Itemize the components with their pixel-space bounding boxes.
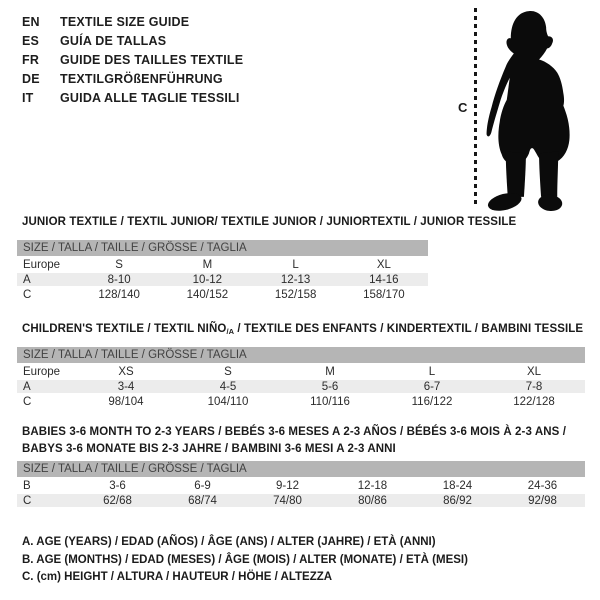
row-label: C bbox=[17, 492, 75, 507]
table-cell: 10-12 bbox=[163, 271, 251, 286]
title-subscript: /A bbox=[226, 327, 235, 336]
children-size-table bbox=[17, 347, 585, 408]
footnote-age-years: A. AGE (YEARS) / EDAD (AÑOS) / ÂGE (ANS) / ALTER (JAHRE) / ETÀ (ANNI) bbox=[22, 536, 436, 548]
footnotes bbox=[22, 534, 468, 587]
children-table-title bbox=[22, 323, 583, 336]
table-cell: M bbox=[163, 256, 251, 271]
table-cell: 62/68 bbox=[75, 492, 160, 507]
row-label: Europe bbox=[17, 256, 75, 271]
row-label: C bbox=[17, 393, 75, 408]
language-row-es bbox=[22, 32, 243, 51]
row-label: Europe bbox=[17, 363, 75, 378]
table-cell: 6-7 bbox=[381, 378, 483, 393]
table-row-age bbox=[17, 378, 585, 393]
table-cell: 4-5 bbox=[177, 378, 279, 393]
language-code: IT bbox=[22, 91, 34, 105]
language-title: GUÍA DE TALLAS bbox=[60, 34, 167, 48]
junior-table-title: JUNIOR TEXTILE / TEXTIL JUNIOR/ TEXTILE JUNIOR / JUNIORTEXTIL / JUNIOR TESSILE bbox=[22, 216, 517, 228]
table-cell: 92/98 bbox=[500, 492, 585, 507]
table-row-height bbox=[17, 492, 585, 507]
table-cell: 110/116 bbox=[279, 393, 381, 408]
size-header-row bbox=[17, 347, 585, 363]
table-cell: XL bbox=[340, 256, 428, 271]
table-cell: 98/104 bbox=[75, 393, 177, 408]
footnote-age-months: B. AGE (MONTHS) / EDAD (MESES) / ÂGE (MOIS) / ALTER (MONATE) / ETÀ (MESI) bbox=[22, 553, 468, 566]
baby-silhouette-icon bbox=[482, 4, 584, 214]
table-cell: 3-4 bbox=[75, 378, 177, 393]
size-header: SIZE / TALLA / TAILLE / GRÖSSE / TAGLIA bbox=[17, 461, 585, 477]
table-cell: 152/158 bbox=[252, 286, 340, 301]
language-title: TEXTILGRÖßENFÜHRUNG bbox=[60, 72, 223, 86]
babies-size-table bbox=[17, 461, 585, 507]
language-title: GUIDA ALLE TAGLIE TESSILI bbox=[60, 91, 240, 105]
language-title: GUIDE DES TAILLES TEXTILE bbox=[60, 53, 244, 67]
table-cell: 9-12 bbox=[245, 477, 330, 492]
table-cell: 14-16 bbox=[340, 271, 428, 286]
table-row-europe bbox=[17, 256, 428, 271]
table-row-height bbox=[17, 393, 585, 408]
table-cell: 6-9 bbox=[160, 477, 245, 492]
height-measure-label: C bbox=[458, 100, 468, 115]
babies-table-title bbox=[22, 424, 566, 458]
table-cell: 122/128 bbox=[483, 393, 585, 408]
footnote-height: C. (cm) HEIGHT / ALTURA / HAUTEUR / HÖHE / ALTEZZA bbox=[22, 571, 333, 583]
height-figure bbox=[450, 4, 590, 216]
table-row-europe bbox=[17, 363, 585, 378]
table-cell: 3-6 bbox=[75, 477, 160, 492]
language-code: DE bbox=[22, 72, 40, 86]
row-label: A bbox=[17, 271, 75, 286]
table-cell: 80/86 bbox=[330, 492, 415, 507]
language-code: EN bbox=[22, 15, 40, 29]
language-row-fr bbox=[22, 51, 243, 70]
table-cell: 158/170 bbox=[340, 286, 428, 301]
table-cell: XL bbox=[483, 363, 585, 378]
row-label: B bbox=[17, 477, 75, 492]
language-code: FR bbox=[22, 53, 40, 67]
size-header-row bbox=[17, 461, 585, 477]
table-cell: 18-24 bbox=[415, 477, 500, 492]
language-list bbox=[22, 13, 243, 108]
babies-title-line2: BABYS 3-6 MONATE BIS 2-3 JAHRE / BAMBINI 3-6 MESI A 2-3 ANNI bbox=[22, 443, 396, 455]
babies-title-line1: BABIES 3-6 MONTH TO 2-3 YEARS / BEBÉS 3-6 MESES A 2-3 AÑOS / BÉBÉS 3-6 MOIS À 2-3 ANS / bbox=[22, 426, 566, 438]
table-cell: M bbox=[279, 363, 381, 378]
table-cell: 12-13 bbox=[252, 271, 340, 286]
table-cell: S bbox=[75, 256, 163, 271]
table-cell: XS bbox=[75, 363, 177, 378]
table-row-age bbox=[17, 271, 428, 286]
table-cell: 68/74 bbox=[160, 492, 245, 507]
table-row-age-months bbox=[17, 477, 585, 492]
height-measure-line bbox=[474, 8, 477, 207]
language-row-it bbox=[22, 89, 243, 108]
title-text: CHILDREN'S TEXTILE / TEXTIL NIÑO bbox=[22, 323, 227, 335]
table-row-height bbox=[17, 286, 428, 301]
language-row-en bbox=[22, 13, 243, 32]
table-cell: 74/80 bbox=[245, 492, 330, 507]
table-cell: 8-10 bbox=[75, 271, 163, 286]
table-cell: 86/92 bbox=[415, 492, 500, 507]
table-cell: L bbox=[252, 256, 340, 271]
language-code: ES bbox=[22, 34, 40, 48]
row-label: C bbox=[17, 286, 75, 301]
table-cell: 5-6 bbox=[279, 378, 381, 393]
table-cell: L bbox=[381, 363, 483, 378]
table-cell: 12-18 bbox=[330, 477, 415, 492]
table-cell: 116/122 bbox=[381, 393, 483, 408]
language-title: TEXTILE SIZE GUIDE bbox=[60, 15, 190, 29]
size-header: SIZE / TALLA / TAILLE / GRÖSSE / TAGLIA bbox=[17, 347, 585, 363]
table-cell: 24-36 bbox=[500, 477, 585, 492]
table-cell: 140/152 bbox=[163, 286, 251, 301]
language-row-de bbox=[22, 70, 243, 89]
table-cell: 7-8 bbox=[483, 378, 585, 393]
title-text: / TEXTILE DES ENFANTS / KINDERTEXTIL / BAMBINI TESSILE bbox=[234, 323, 584, 335]
junior-size-table bbox=[17, 240, 428, 301]
table-cell: S bbox=[177, 363, 279, 378]
row-label: A bbox=[17, 378, 75, 393]
table-cell: 128/140 bbox=[75, 286, 163, 301]
table-cell: 104/110 bbox=[177, 393, 279, 408]
size-header: SIZE / TALLA / TAILLE / GRÖSSE / TAGLIA bbox=[17, 240, 428, 256]
size-header-row bbox=[17, 240, 428, 256]
